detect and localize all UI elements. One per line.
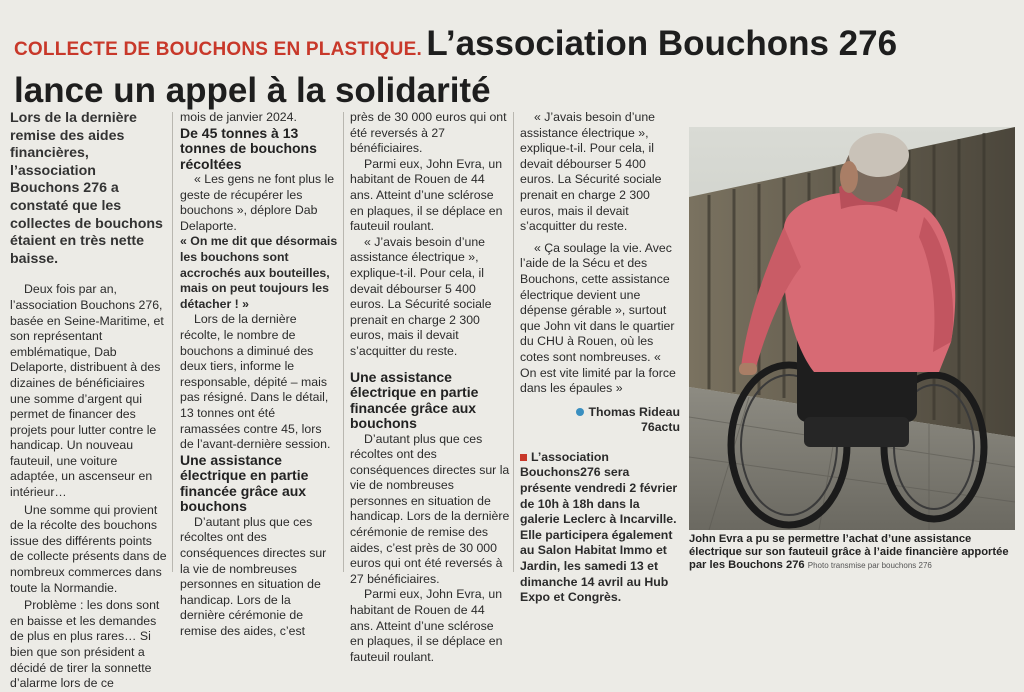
paragraph: Deux fois par an, l’association Bouchons 276, basée en Seine-Maritime, et son représentant emblématique, Dab Delaporte, distribuent à des dizaines de bénéficiaires une somme d’argent qui permet de financer des projets pour lutter contre le handicap. Un nouveau fauteuil, une voiture adaptée, un ascenseur en intérieur… [10,282,164,500]
square-bullet-icon [520,454,527,461]
quote-bold: « On me dit que désormais les bouchons sont accrochés aux bouteilles, mais on peut toujours les détacher ! » [180,234,338,311]
event-box [520,450,680,606]
paragraph: D’autant plus que ces récoltes ont des conséquences directes sur la vie de nombreuses personnes en situation de handicap. Lors de la dernière cérémonie de remise des aides, c’est [180,514,327,638]
subheading: Une assistance électrique en partie financée grâce aux bouchons [180,451,309,515]
caption-text: John Evra a pu se permettre l’achat d’une assistance électrique sur son fauteuil grâce à l’aide financière apportée par les Bouchons 276 [689,533,1009,571]
paragraph: D’autant plus que ces récoltes ont des conséquences directes sur la vie de nombreuses personnes en situation de handicap. Lors de la dernière cérémonie de remise des aides, c’est près de 30 000 euros qui ont été reversés à 27 bénéficiaires. [350,431,510,586]
kicker: COLLECTE DE BOUCHONS EN PLASTIQUE. [14,39,422,60]
paragraph: Parmi eux, John Evra, un habitant de Rouen de 44 ans. Atteint d’une sclérose en plaques, il se déplace en fauteuil roulant. [350,587,503,664]
photo-credit: Photo transmise par bouchons 276 [807,561,932,570]
column-rule [172,112,173,572]
title-part1: L’association Bouchons 276 [426,24,898,63]
lead-paragraph: Lors de la dernière remise des aides financières, l’association Bouchons 276 a constaté que les collectes de bouchons étaient en très nette baisse. [10,110,163,267]
column-3 [350,110,510,665]
paragraph: Une somme qui provient de la récolte des bouchons issue des différents points de collecte présents dans de nombreux commerces dans toute la Normandie. [10,502,167,595]
outlet: 76actu [641,420,680,435]
column-2 [180,110,338,640]
column-1 [10,110,168,692]
subheading: De 45 tonnes à 13 tonnes de bouchons récoltées [180,124,317,172]
byline [520,405,680,436]
column-rule [513,112,514,572]
quote: « J’avais besoin d’une assistance électrique », explique-t-il. Pour cela, il devait débourser 5 400 euros. La Sécurité sociale prenait en charge 2 300 euros, mais il devait s’acquitter du reste. [350,234,492,358]
paragraph: Lors de la dernière récolte, le nombre de bouchons a diminué des deux tiers, informe le responsable, dépité – mais pas résigné. Dans le détail, 13 tonnes ont été ramassées contre 45, lors de l’avant-dernière session. [180,312,331,452]
photo-caption [689,533,1019,572]
bullet-icon [576,408,584,416]
quote: « Ça soulage la vie. Avec l’aide de la Sécu et des Bouchons, cette assistance électrique devient une dépense gérable », surtout que John vit dans le quartier du CHU à Rouen, où les cotes sont nombreuses. « On est vite limité par la force dans les épaules » [520,240,676,396]
paragraph: mois de janvier 2024. [180,110,297,124]
photo [689,127,1015,530]
column-4 [520,110,680,606]
paragraph: Problème : les dons sont en baisse et les demandes de plus en plus rares… Si bien que son président a décidé de tirer la sonnette d’alarme lors de ce [10,598,160,691]
author: Thomas Rideau [588,404,680,419]
quote: « Les gens ne font plus le geste de récupérer les bouchons », déplore Dab Delaporte. [180,172,335,233]
paragraph: près de 30 000 euros qui ont été reversés à 27 bénéficiaires. [350,110,507,156]
headline [14,24,1014,118]
event-text: L’association Bouchons276 sera présente vendredi 2 février de 10h à 18h dans la galerie Leclerc à Incarville. Elle participera également au Salon Habitat Immo et Jardin, les samedi 13 et dimanche 14 avril au Hub Expo et Congrès. [520,449,678,605]
title-part2: lance un appel à la solidarité [14,71,491,110]
paragraph: Parmi eux, John Evra, un habitant de Rouen de 44 ans. Atteint d’une sclérose en plaques, il se déplace en fauteuil roulant. [350,156,503,234]
wheelchair-photo-illustration [689,127,1015,530]
quote: « J’avais besoin d’une assistance électrique », explique-t-il. Pour cela, il devait débourser 5 400 euros. La Sécurité sociale prenait en charge 2 300 euros, mais il devait s’acquitter du reste. [520,110,662,234]
column-rule [343,112,344,572]
subheading: Une assistance électrique en partie financée grâce aux bouchons [350,368,479,431]
